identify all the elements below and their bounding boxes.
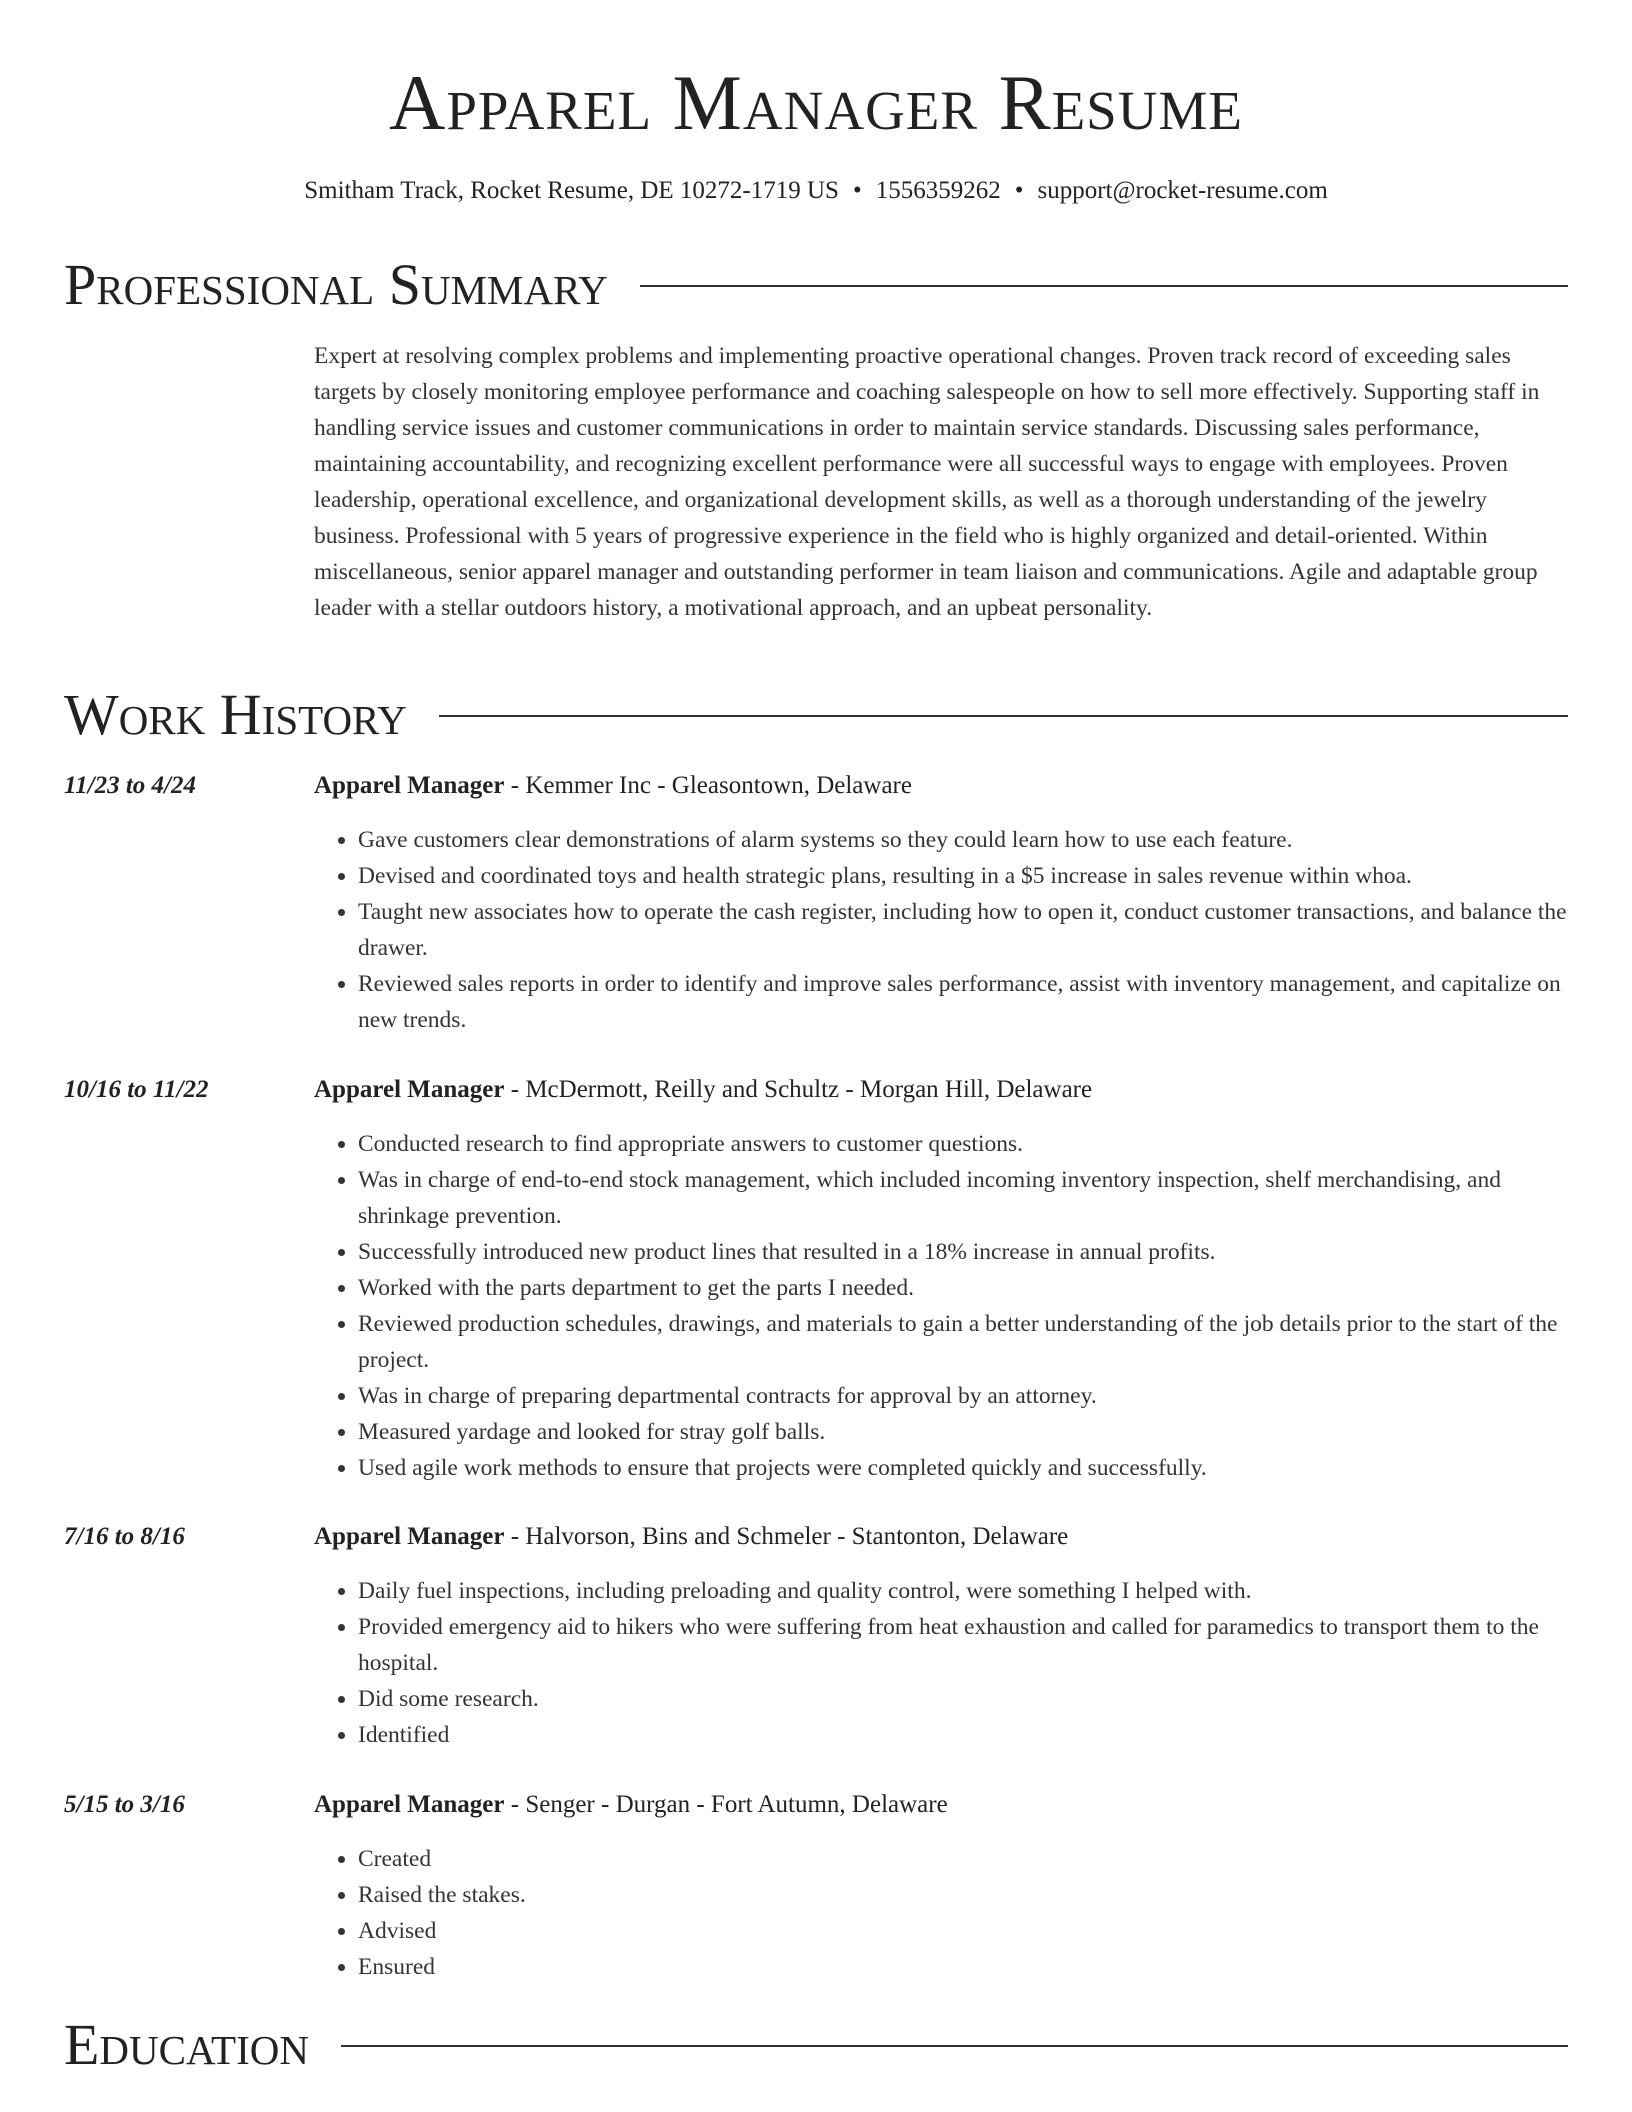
job-bullet: • Identified [358, 1717, 1570, 1753]
contact-separator: • [1014, 177, 1024, 204]
job-bullet-list [314, 1841, 1570, 1985]
job-bullet: • Was in charge of preparing departmental contracts for approval by an attorney. [358, 1378, 1570, 1414]
job-title: Apparel Manager [314, 1076, 505, 1103]
job-bullet: • Advised [358, 1913, 1570, 1949]
job-dates: 7/16 to 8/16 [64, 1523, 185, 1550]
job-bullet: • Devised and coordinated toys and health strategic plans, resulting in a $5 increase in sales revenue within whoa. [358, 858, 1570, 894]
section-divider [640, 285, 1568, 287]
job-title: Apparel Manager [314, 772, 505, 799]
section-title-summary: Professional Summary [64, 252, 608, 317]
job-bullet: • Daily fuel inspections, including preloading and quality control, were something I helped with. [358, 1573, 1570, 1609]
summary-paragraph: Expert at resolving complex problems and implementing proactive operational changes. Proven track record of exceeding sales targets by closely monitoring employee performance and coaching salespeople on how to sell more effectively. Supporting staff in handling service issues and customer communications in order to maintain service standards. Discussing sales performance, maintaining accountability, and recognizing excellent performance were all successful ways to engage with employees. Proven leadership, operational excellence, and organizational development skills, as well as a thorough understanding of the jewelry business. Professional with 5 years of progressive experience in the field who is highly organized and detail-oriented. Within miscellaneous, senior apparel manager and outstanding performer in team liaison and communications. Agile and adaptable group leader with a stellar outdoors history, a motivational approach, and an upbeat personality. [314, 343, 1540, 621]
contact-separator: • [852, 177, 862, 204]
job-bullet: • Worked with the parts department to get the parts I needed. [358, 1270, 1570, 1306]
job-heading [314, 768, 912, 804]
job-bullet: • Did some research. [358, 1681, 1570, 1717]
job-bullet: • Reviewed sales reports in order to identify and improve sales performance, assist with inventory management, and capitalize on new trends. [358, 966, 1570, 1038]
job-bullet: • Was in charge of end-to-end stock management, which included incoming inventory inspection, shelf merchandising, and shrinkage prevention. [358, 1162, 1570, 1234]
job-bullet: • Created [358, 1841, 1570, 1877]
job-bullet: • Gave customers clear demonstrations of alarm systems so they could learn how to use each feature. [358, 822, 1570, 858]
contact-phone: 1556359262 [875, 177, 1001, 204]
job-company-location: - Halvorson, Bins and Schmeler - Stantonton, Delaware [504, 1523, 1069, 1550]
job-bullet: • Raised the stakes. [358, 1877, 1570, 1913]
job-title: Apparel Manager [314, 1791, 505, 1818]
job-bullet: • Reviewed production schedules, drawings, and materials to gain a better understanding of the job details prior to the start of the project. [358, 1306, 1570, 1378]
job-bullet: • Used agile work methods to ensure that projects were completed quickly and successfully. [358, 1450, 1570, 1486]
section-header-education [64, 2010, 1568, 2080]
job-bullet: • Taught new associates how to operate the cash register, including how to open it, conduct customer transactions, and balance the drawer. [358, 894, 1570, 966]
job-heading [314, 1072, 1092, 1108]
section-header-summary [64, 250, 1568, 320]
contact-email: support@rocket-resume.com [1037, 177, 1328, 204]
section-title-work-history: Work History [64, 682, 407, 747]
job-bullet-list [314, 1126, 1570, 1486]
job-bullet-list [314, 822, 1570, 1038]
job-dates: 5/15 to 3/16 [64, 1791, 185, 1818]
job-heading [314, 1519, 1068, 1555]
contact-address: Smitham Track, Rocket Resume, DE 10272-1719 US [304, 177, 839, 204]
job-company-location: - McDermott, Reilly and Schultz - Morgan Hill, Delaware [504, 1076, 1093, 1103]
resume-title: Apparel Manager Resume [389, 59, 1243, 146]
job-bullet: • Measured yardage and looked for stray golf balls. [358, 1414, 1570, 1450]
contact-line [0, 174, 1632, 208]
job-company-location: - Kemmer Inc - Gleasontown, Delaware [504, 772, 912, 799]
job-bullet: • Ensured [358, 1949, 1570, 1985]
job-bullet: • Provided emergency aid to hikers who were suffering from heat exhaustion and called for paramedics to transport them to the hospital. [358, 1609, 1570, 1681]
job-bullet: • Conducted research to find appropriate answers to customer questions. [358, 1126, 1570, 1162]
job-bullet: • Successfully introduced new product lines that resulted in a 18% increase in annual profits. [358, 1234, 1570, 1270]
section-title-education: Education [64, 2012, 309, 2077]
job-dates: 11/23 to 4/24 [64, 772, 196, 799]
job-dates: 10/16 to 11/22 [64, 1076, 209, 1103]
job-bullet-list [314, 1573, 1570, 1753]
job-heading [314, 1787, 948, 1823]
section-header-work-history [64, 680, 1568, 750]
section-divider [439, 715, 1568, 717]
section-divider [341, 2045, 1568, 2047]
job-title: Apparel Manager [314, 1523, 505, 1550]
job-company-location: - Senger - Durgan - Fort Autumn, Delaware [504, 1791, 948, 1818]
